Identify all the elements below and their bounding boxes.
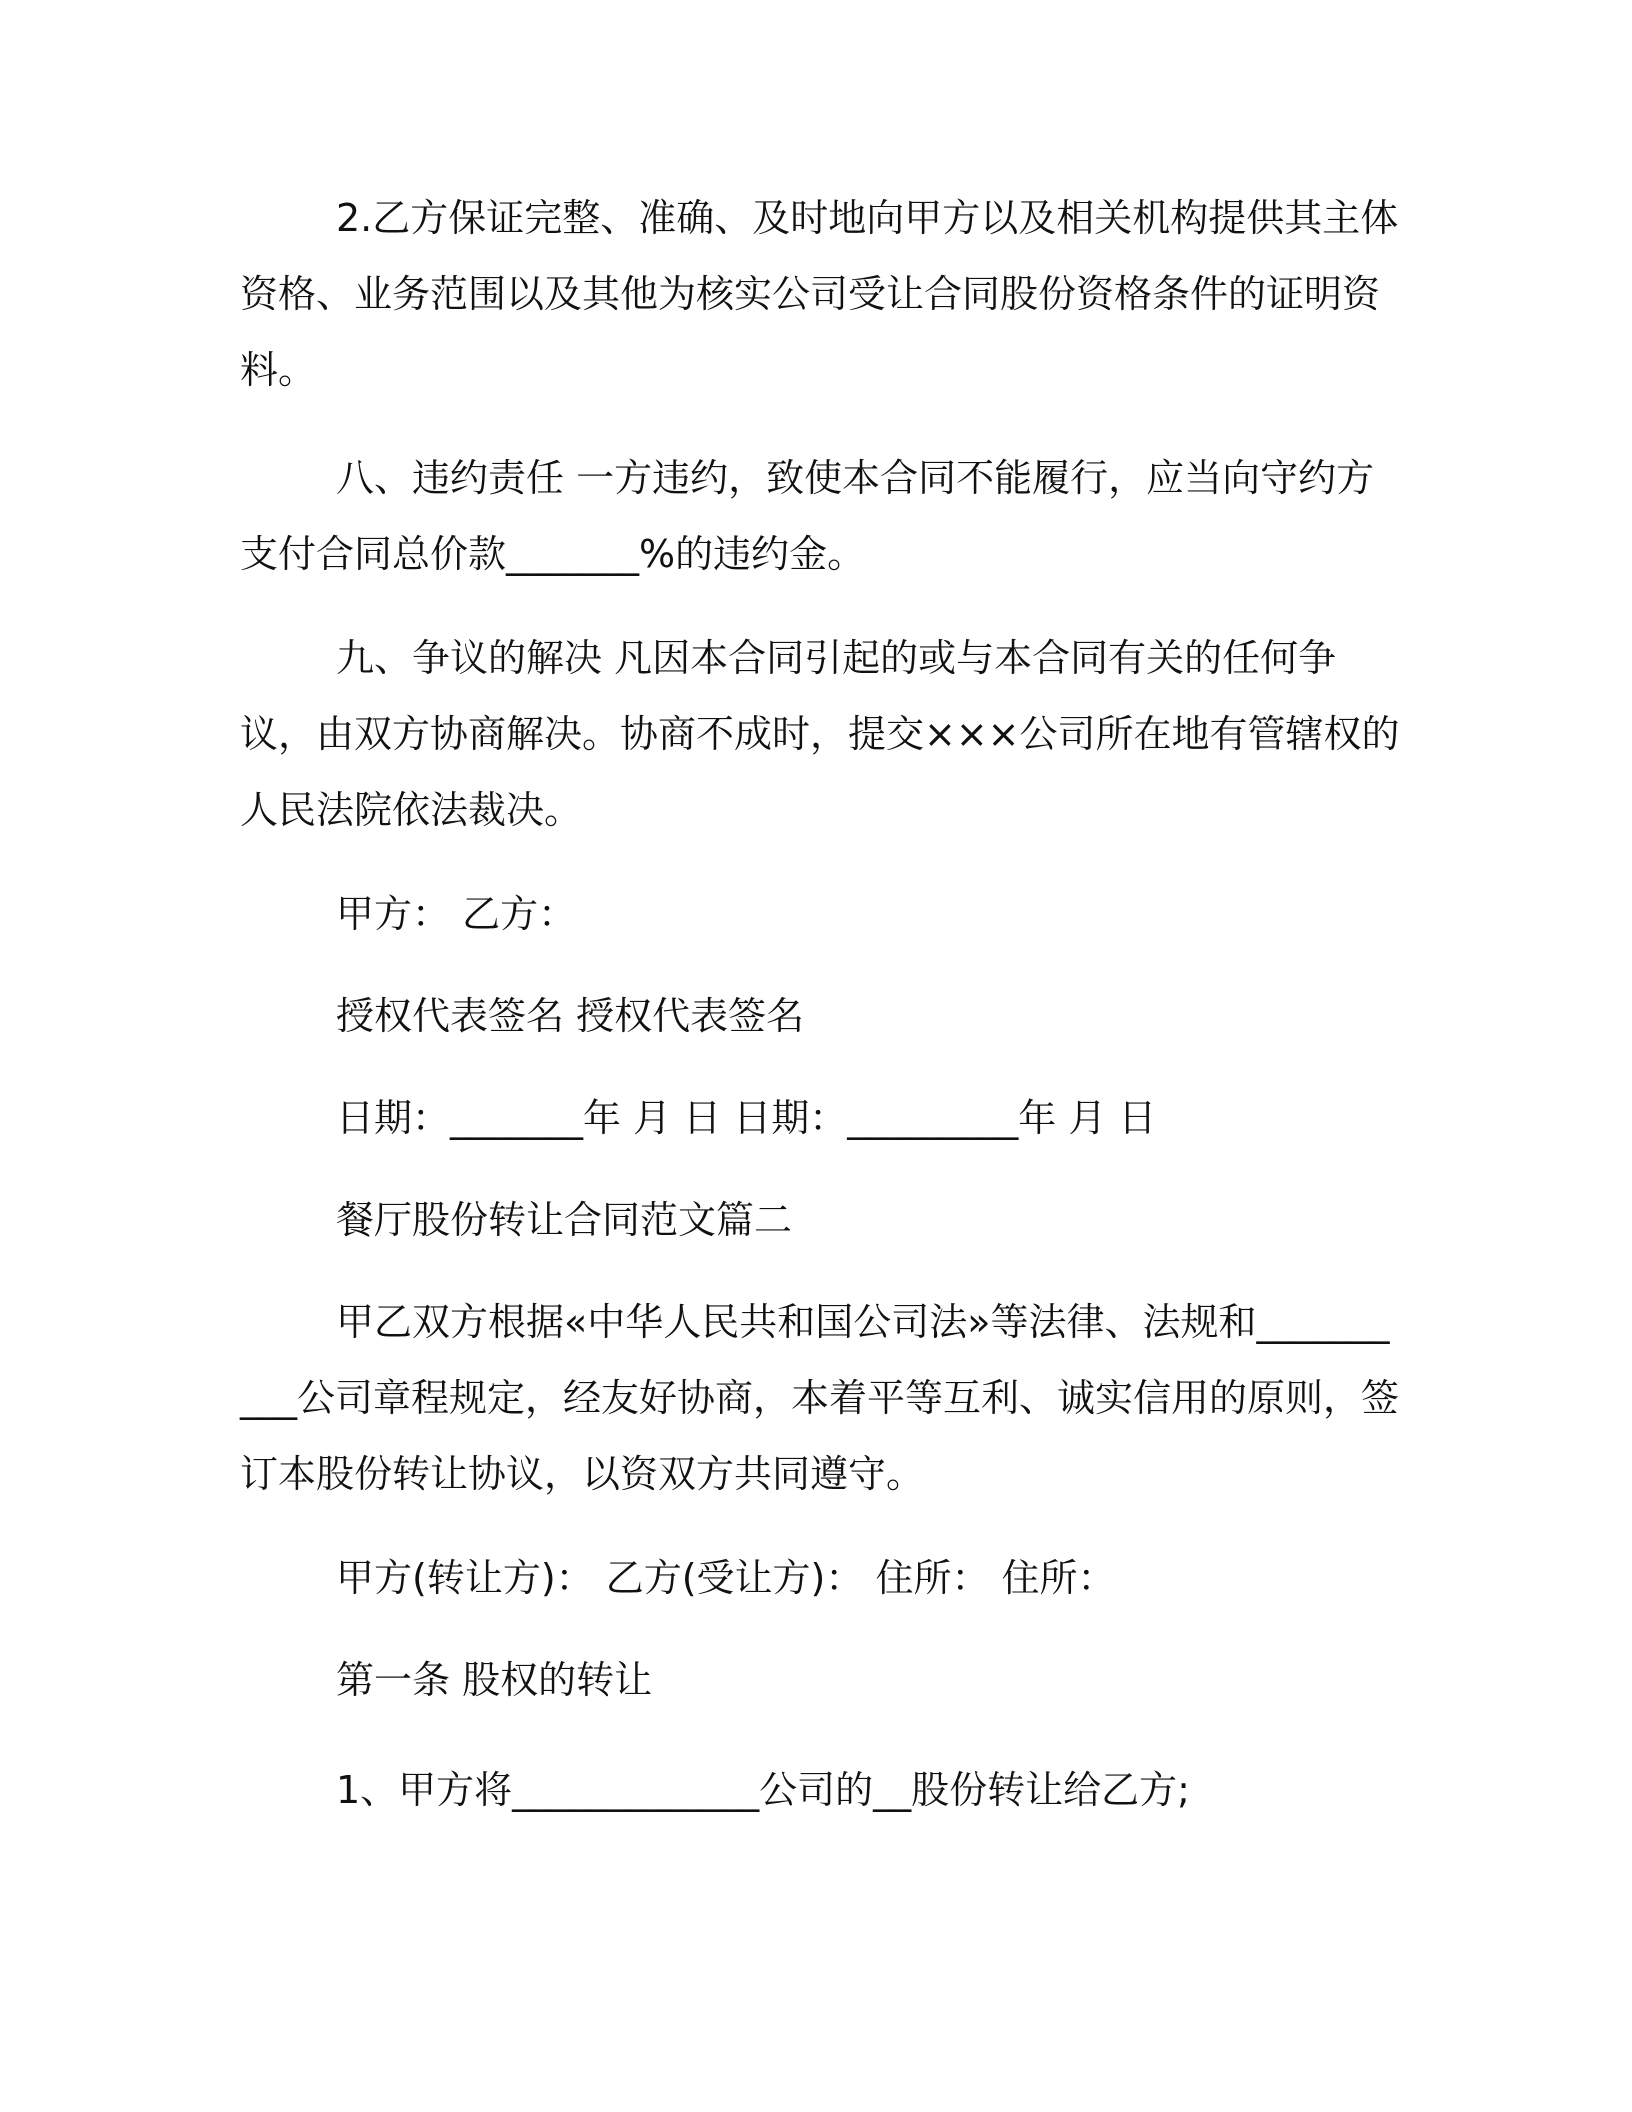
section-title: 餐厅股份转让合同范文篇二 <box>336 1198 793 1242</box>
parties-address-line: 甲方(转让方)： 乙方(受让方)： 住所： 住所： <box>336 1556 1116 1600</box>
preamble-paragraph: 甲乙双方根据«中华人民共和国公司法»等法律、法规和__________公司章程规定，经友好协商，本着平等互利、诚实信用的原则，签订本股份转让协议，以资双方共同遵守。 <box>240 1300 1400 1496</box>
date-line: 日期：_______年 月 日 日期：_________年 月 日 <box>336 1096 1157 1140</box>
clause-7-2-paragraph: 2.乙方保证完整、准确、及时地向甲方以及相关机构提供其主体资格、业务范围以及其他为核实公司受让合同股份资格条件的证明资料。 <box>240 196 1399 392</box>
clause-8-breach-paragraph: 八、违约责任 一方违约，致使本合同不能履行，应当向守约方支付合同总价款_______%的违约金。 <box>240 456 1375 576</box>
signature-labels-line: 授权代表签名 授权代表签名 <box>336 994 805 1038</box>
article-1-item-1: 1、甲方将_____________公司的__股份转让给乙方; <box>336 1768 1190 1812</box>
clause-9-dispute-paragraph: 九、争议的解决 凡因本合同引起的或与本合同有关的任何争议，由双方协商解决。协商不成时，提交×××公司所在地有管辖权的人民法院依法裁决。 <box>240 636 1400 832</box>
article-1-heading: 第一条 股权的转让 <box>336 1658 653 1702</box>
party-labels-line: 甲方： 乙方： <box>336 892 577 936</box>
